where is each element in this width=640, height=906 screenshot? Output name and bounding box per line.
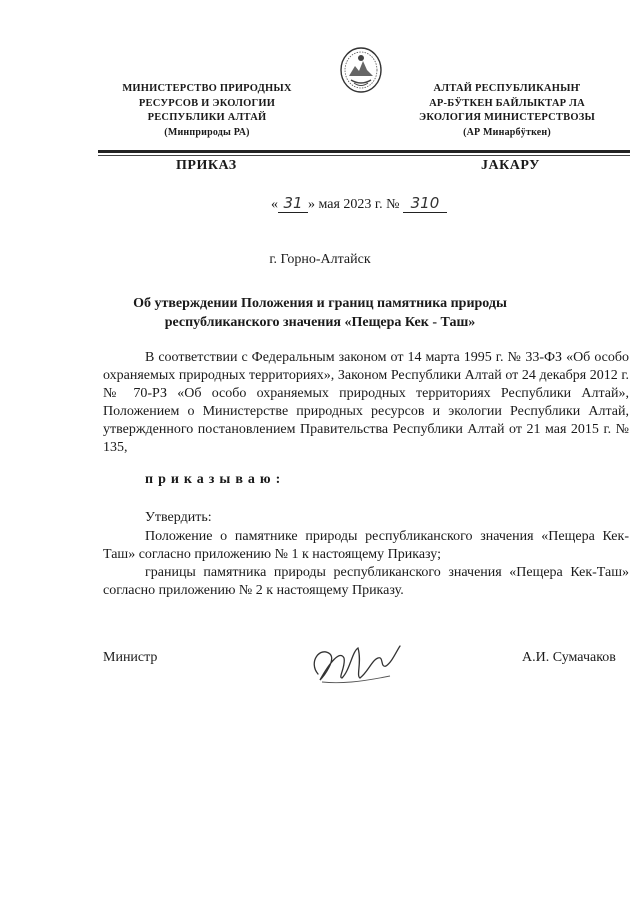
date-open-quote: « [271,197,278,212]
ministry-abbreviation: (Минприроды РА) [164,126,250,138]
ministry-name-line3: РЕСПУБЛИКИ АЛТАЙ [147,112,267,123]
date-month-year: » мая 2023 г. № [308,197,400,212]
ministry-name-altai-line2: АР-БӰТКЕН БАЙЛЫКТАР ЛА [429,97,585,109]
order-title-altai: ЈАКАРУ [481,158,540,173]
signatory-name: А.И. Сумачаков [522,650,616,665]
issue-city: г. Горно-Алтайск [269,252,371,267]
order-subject [110,294,530,332]
order-directive-word: приказываю: [145,472,286,487]
order-subject-line2: республиканского значения «Пещера Кек - Таш» [164,315,476,330]
ministry-name-line2: РЕСУРСОВ И ЭКОЛОГИИ [138,97,276,109]
order-dateline [271,194,447,213]
ministry-name-altai-line3: ЭКОЛОГИЯ МИНИСТЕРСТВОЗЫ [419,112,595,123]
header-divider-thick [98,150,630,153]
signatory-position: Министр [103,650,158,665]
ministry-abbreviation-altai: (АР Минарбӱткен) [463,126,551,138]
ministry-name-line1: МИНИСТЕРСТВО ПРИРОДНЫХ [122,83,292,94]
header-divider-thin [98,155,630,156]
order-title-russian: ПРИКАЗ [176,158,237,173]
approve-heading: Утвердить: [145,510,212,525]
ministry-name-altai-line1: АЛТАЙ РЕСПУБЛИКАНЫҤ [433,83,581,94]
republic-emblem-icon [339,46,383,94]
order-number-handwritten: 310 [403,194,447,213]
preamble-paragraph: В соответствии с Федеральным законом от 14 марта 1995 г. № 33-ФЗ «Об особо охраняемых природных территориях», Законом Республики Алтай от 24 декабря 2012 г. № 70-РЗ «Об особо охраняемых природных территориях Республики Алтай», Положением о Министерстве природных ресурсов и экологии Республики Алтай, утвержденного постановлением Правительства Республики Алтай от 21 мая 2015 г. № 135, [103,350,629,455]
approved-item: границы памятника природы республиканского значения «Пещера Кек-Таш» согласно приложению № 2 к настоящему Приказу. [103,565,629,598]
order-subject-line1: Об утверждении Положения и границ памятника природы [133,296,507,311]
approved-items-list [103,528,629,600]
ministry-header-altai [387,82,627,140]
handwritten-signature-icon [300,632,410,692]
date-day-handwritten: 31 [278,194,308,213]
approved-item: Положение о памятнике природы республиканского значения «Пещера Кек-Таш» согласно приложению № 1 к настоящему Приказу; [103,529,629,562]
ministry-header-russian [87,82,327,140]
